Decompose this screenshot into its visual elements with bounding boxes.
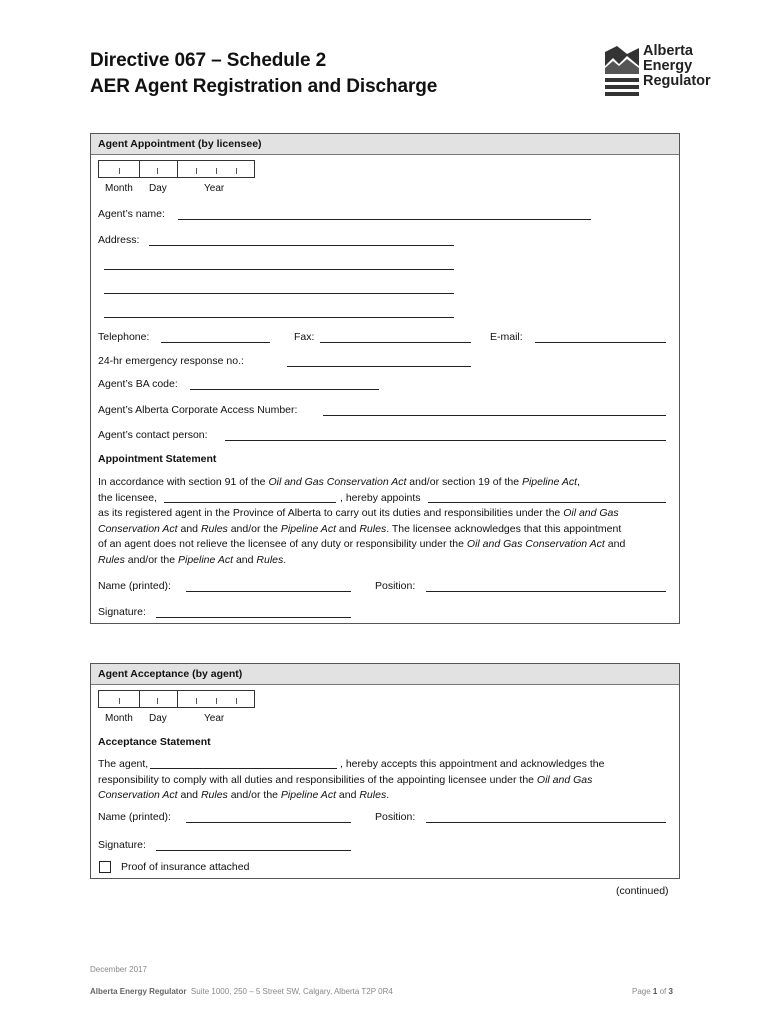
address-label: Address:: [98, 234, 140, 246]
date-year-label: Year: [204, 183, 225, 194]
appointment-date-field[interactable]: [98, 160, 255, 178]
acceptance-signature-field[interactable]: [156, 850, 351, 851]
appointee-name-field[interactable]: [428, 502, 666, 503]
acceptance-heading: Agent Acceptance (by agent): [91, 664, 679, 685]
date-day-label: Day: [149, 183, 167, 194]
emergency-label: 24-hr emergency response no.:: [98, 355, 244, 367]
ba-code-label: Agent’s BA code:: [98, 378, 178, 390]
date-month-label: Month: [105, 183, 133, 194]
acceptance-name-field[interactable]: [186, 822, 351, 823]
appointment-statement-heading: Appointment Statement: [98, 453, 217, 465]
logo-text-energy: Energy: [643, 58, 693, 74]
footer-page: Page 1 of 3: [632, 987, 673, 996]
insurance-label: Proof of insurance attached: [121, 861, 250, 873]
address-field-line3[interactable]: [104, 293, 454, 294]
ba-code-field[interactable]: [190, 389, 379, 390]
footer-address-line: [90, 987, 393, 996]
acceptance-date-field[interactable]: [98, 690, 255, 708]
insurance-checkbox[interactable]: [99, 861, 111, 873]
emergency-field[interactable]: [287, 366, 471, 367]
logo-text-regulator: Regulator: [643, 73, 711, 89]
fax-label: Fax:: [294, 331, 315, 343]
acceptance-month-label: Month: [105, 713, 133, 724]
appointment-position-label: Position:: [375, 580, 416, 592]
appointment-name-field[interactable]: [186, 591, 351, 592]
acceptance-position-field[interactable]: [426, 822, 666, 823]
appointment-position-field[interactable]: [426, 591, 666, 592]
aer-logo: [603, 44, 733, 102]
logo-text-alberta: Alberta: [643, 43, 693, 59]
address-field-line4[interactable]: [104, 317, 454, 318]
appointment-heading: Agent Appointment (by licensee): [91, 134, 679, 155]
continued-note: (continued): [616, 885, 669, 897]
acceptance-section: [90, 663, 680, 879]
contact-person-field[interactable]: [225, 440, 666, 441]
agent-name-field[interactable]: [178, 219, 591, 220]
email-label: E-mail:: [490, 331, 523, 343]
acceptance-statement-text: The agent, , hereby accepts this appointment and acknowledges the responsibility to comply with all duties and responsibilities of the appointing licensee under the Oil and Gas Conservation Act and Rules and/or the Pipeline Act and Rules.: [98, 758, 605, 801]
footer-date: December 2017: [90, 965, 147, 974]
footer-org: Alberta Energy Regulator: [90, 987, 187, 996]
document-title-line1: Directive 067 – Schedule 2: [90, 50, 327, 71]
acceptance-name-label: Name (printed):: [98, 811, 171, 823]
telephone-label: Telephone:: [98, 331, 150, 343]
address-field-line2[interactable]: [104, 269, 454, 270]
acceptance-signature-label: Signature:: [98, 839, 146, 851]
acceptance-day-label: Day: [149, 713, 167, 724]
agent-acceptance-name-field[interactable]: [150, 768, 337, 769]
contact-person-label: Agent’s contact person:: [98, 429, 208, 441]
fax-field[interactable]: [320, 342, 471, 343]
appointment-section: [90, 133, 680, 624]
appointment-name-label: Name (printed):: [98, 580, 171, 592]
telephone-field[interactable]: [161, 342, 270, 343]
corp-access-label: Agent’s Alberta Corporate Access Number:: [98, 404, 298, 416]
acceptance-year-label: Year: [204, 713, 225, 724]
acceptance-position-label: Position:: [375, 811, 416, 823]
aer-logo-icon: [603, 44, 641, 102]
email-field[interactable]: [535, 342, 666, 343]
agent-name-label: Agent’s name:: [98, 208, 165, 220]
document-title-line2: AER Agent Registration and Discharge: [90, 76, 438, 97]
footer-address: Suite 1000, 250 – 5 Street SW, Calgary, Alberta T2P 0R4: [190, 987, 393, 996]
acceptance-statement-heading: Acceptance Statement: [98, 736, 211, 748]
appointment-signature-field[interactable]: [156, 617, 351, 618]
address-field-line1[interactable]: [149, 245, 454, 246]
licensee-name-field[interactable]: [164, 502, 336, 503]
appointment-signature-label: Signature:: [98, 606, 146, 618]
corp-access-field[interactable]: [323, 415, 666, 416]
appointment-statement-text: In accordance with section 91 of the Oil and Gas Conservation Act and/or section 19 of the Pipeline Act, the licensee, , hereby appoints as its registered agent in the Province of Alberta to carry out its duties and responsibilities under the Oil and Gas Conservation Act and Rules and/or the Pipeline Act and Rules. The licensee acknowledges that this appointment of an agent does not relieve the licensee of any duty or responsibility under the Oil and Gas Conservation Act and Rules and/or the Pipeline Act and Rules.: [98, 475, 671, 568]
